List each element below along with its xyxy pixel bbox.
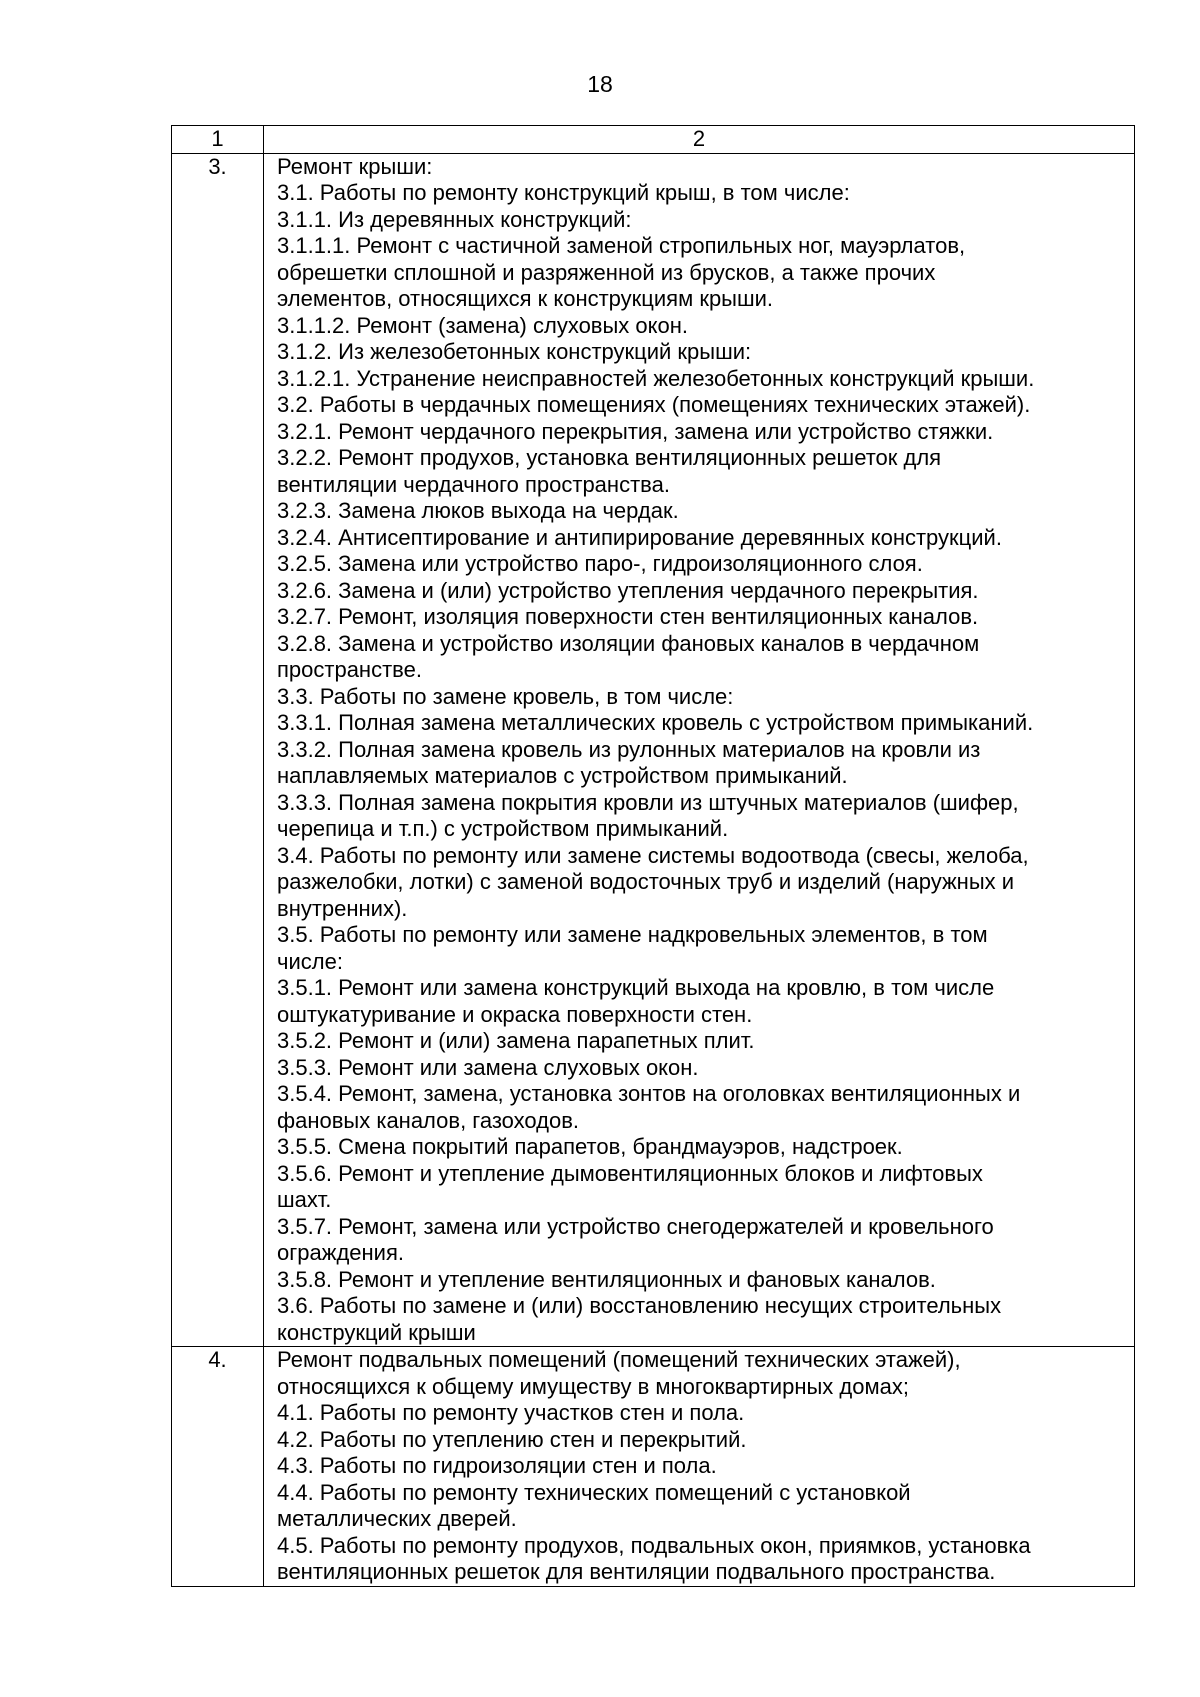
column-number-header-2: 2 bbox=[264, 126, 1135, 154]
table-row bbox=[172, 153, 1135, 1347]
text-line: элементов, относящихся к конструкциям крыши. bbox=[277, 286, 774, 311]
text-line: вентиляционных решеток для вентиляции подвального пространства. bbox=[277, 1559, 996, 1584]
text-line: ограждения. bbox=[277, 1240, 404, 1265]
text-line: 3.2.7. Ремонт, изоляция поверхности стен вентиляционных каналов. bbox=[277, 604, 979, 629]
text-line: разжелобки, лотки) с заменой водосточных труб и изделий (наружных и bbox=[277, 869, 1015, 894]
text-line: внутренних). bbox=[277, 895, 408, 921]
row-text-roof-repair bbox=[264, 153, 1135, 1347]
text-line: относящихся к общему имуществу в многоквартирных домах; bbox=[277, 1373, 909, 1399]
text-line: 3.5.3. Ремонт или замена слуховых окон. bbox=[277, 1054, 699, 1080]
text-line: оштукатуривание и окраска поверхности стен. bbox=[277, 1001, 753, 1027]
text-line: 3.5.5. Смена покрытий парапетов, брандмауэров, надстроек. bbox=[277, 1134, 903, 1159]
row-number-3: 3. bbox=[172, 153, 264, 1347]
text-line: 3.6. Работы по замене и (или) восстановлению несущих строительных bbox=[277, 1293, 1002, 1318]
page-number: 18 bbox=[587, 71, 613, 97]
text-line: 4.4. Работы по ремонту технических помещений с установкой bbox=[277, 1479, 911, 1505]
text-line: 3.2. Работы в чердачных помещениях (помещениях технических этажей). bbox=[277, 392, 1031, 417]
table-row bbox=[172, 1347, 1135, 1587]
text-line: 3.3. Работы по замене кровель, в том числе: bbox=[277, 683, 734, 709]
text-line: 3.2.6. Замена и (или) устройство утепления чердачного перекрытия. bbox=[277, 577, 979, 603]
text-line: 3.5.1. Ремонт или замена конструкций выхода на кровлю, в том числе bbox=[277, 975, 995, 1000]
row-number-4: 4. bbox=[172, 1347, 264, 1587]
text-line: шахт. bbox=[277, 1187, 332, 1212]
text-line: 3.5.6. Ремонт и утепление дымовентиляционных блоков и лифтовых bbox=[277, 1160, 983, 1186]
text-line: обрешетки сплошной и разряженной из брусков, а также прочих bbox=[277, 259, 936, 285]
text-line: 3.1.1. Из деревянных конструкций: bbox=[277, 206, 632, 232]
text-line: числе: bbox=[277, 948, 343, 974]
column-number-header-1: 1 bbox=[172, 126, 264, 154]
text-line: металлических дверей. bbox=[277, 1506, 517, 1531]
text-line: 3.2.3. Замена люков выхода на чердак. bbox=[277, 498, 679, 523]
row-text-basement-repair bbox=[264, 1347, 1135, 1587]
text-line: наплавляемых материалов с устройством примыканий. bbox=[277, 763, 848, 788]
text-line: 3.5. Работы по ремонту или замене надкровельных элементов, в том bbox=[277, 922, 988, 947]
text-line: 3.4. Работы по ремонту или замене системы водоотвода (свесы, желоба, bbox=[277, 842, 1029, 868]
text-line: конструкций крыши bbox=[277, 1319, 476, 1345]
text-line: 4.2. Работы по утеплению стен и перекрытий. bbox=[277, 1426, 747, 1452]
text-line: 3.5.8. Ремонт и утепление вентиляционных и фановых каналов. bbox=[277, 1266, 936, 1292]
text-line: 3.5.2. Ремонт и (или) замена парапетных плит. bbox=[277, 1028, 755, 1053]
text-line: 4.3. Работы по гидроизоляции стен и пола. bbox=[277, 1453, 717, 1478]
text-line: 3.1.2.1. Устранение неисправностей железобетонных конструкций крыши. bbox=[277, 365, 1035, 391]
text-line: фановых каналов, газоходов. bbox=[277, 1107, 580, 1133]
works-table bbox=[171, 125, 1135, 1587]
text-line: 4.1. Работы по ремонту участков стен и пола. bbox=[277, 1400, 745, 1425]
table-header-row bbox=[172, 126, 1135, 154]
text-line: 3.1. Работы по ремонту конструкций крыш, в том числе: bbox=[277, 180, 850, 205]
text-line: 3.3.1. Полная замена металлических кровель с устройством примыканий. bbox=[277, 710, 1034, 735]
text-line: вентиляции чердачного пространства. bbox=[277, 471, 670, 497]
text-line: 3.2.2. Ремонт продухов, установка вентиляционных решеток для bbox=[277, 445, 942, 470]
text-line: Ремонт крыши: bbox=[277, 153, 433, 179]
text-line: 3.1.2. Из железобетонных конструкций крыши: bbox=[277, 339, 752, 364]
text-line: 3.5.4. Ремонт, замена, установка зонтов на оголовках вентиляционных и bbox=[277, 1081, 1021, 1106]
text-line: 3.2.8. Замена и устройство изоляции фановых каналов в чердачном bbox=[277, 630, 980, 656]
text-line: 3.2.5. Замена или устройство паро-, гидроизоляционного слоя. bbox=[277, 551, 923, 576]
text-line: 3.2.1. Ремонт чердачного перекрытия, замена или устройство стяжки. bbox=[277, 418, 994, 444]
text-line: черепица и т.п.) с устройством примыканий. bbox=[277, 816, 729, 841]
text-line: пространстве. bbox=[277, 657, 422, 682]
text-line: 3.1.1.2. Ремонт (замена) слуховых окон. bbox=[277, 312, 689, 338]
text-line: 3.3.3. Полная замена покрытия кровли из штучных материалов (шифер, bbox=[277, 789, 1019, 815]
text-line: 3.2.4. Антисептирование и антипирирование деревянных конструкций. bbox=[277, 524, 1002, 550]
text-line: 3.5.7. Ремонт, замена или устройство снегодержателей и кровельного bbox=[277, 1213, 994, 1239]
text-line: 4.5. Работы по ремонту продухов, подвальных окон, приямков, установка bbox=[277, 1532, 1031, 1558]
text-line: 3.3.2. Полная замена кровель из рулонных материалов на кровли из bbox=[277, 736, 981, 762]
text-line: Ремонт подвальных помещений (помещений технических этажей), bbox=[277, 1347, 961, 1372]
text-line: 3.1.1.1. Ремонт с частичной заменой стропильных ног, мауэрлатов, bbox=[277, 233, 966, 258]
